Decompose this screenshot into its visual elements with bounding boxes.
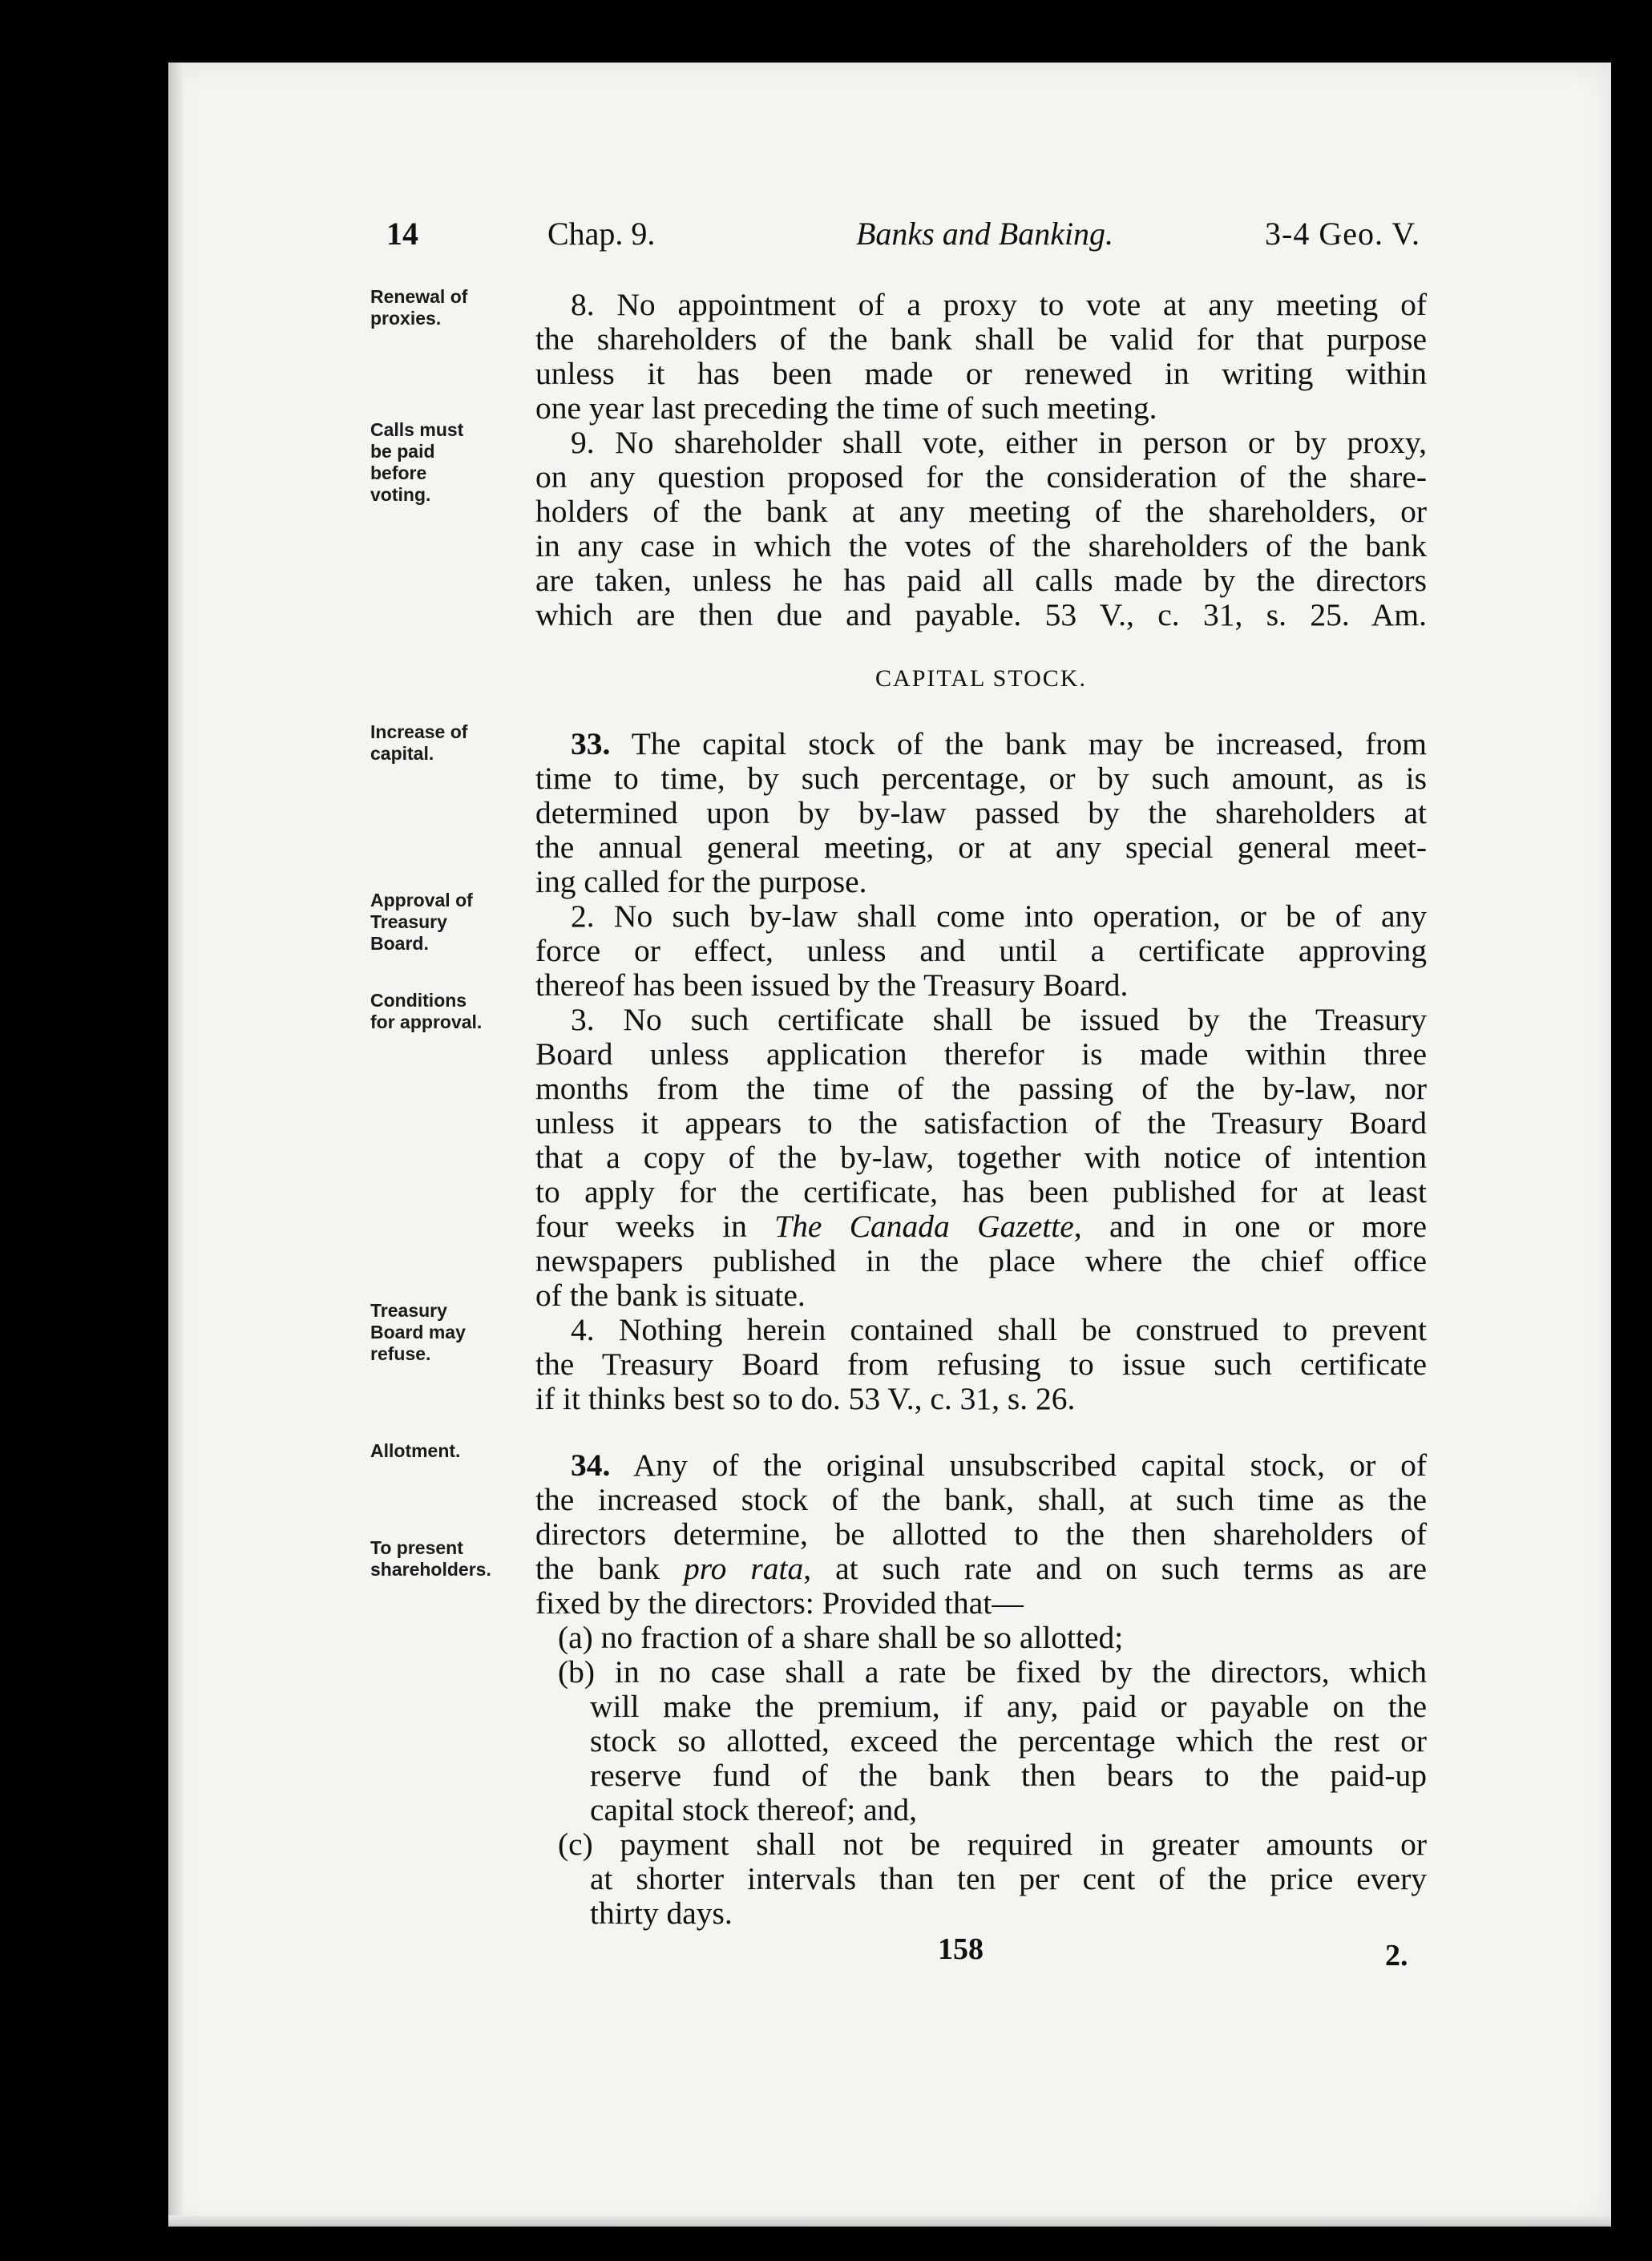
text-line: if it thinks best so to do. 53 V., c. 31, s. 26. bbox=[535, 1381, 1076, 1416]
text-line: on any question proposed for the consideration of the share- bbox=[535, 459, 1427, 495]
text-line: newspapers published in the place where the chief office bbox=[535, 1243, 1427, 1278]
text-line: 4. Nothing herein contained shall be construed to prevent bbox=[571, 1312, 1427, 1347]
running-title: Banks and Banking. bbox=[856, 216, 1114, 252]
text-line bbox=[571, 1447, 1427, 1483]
text-line: 3. No such certificate shall be issued by the Treasury bbox=[571, 1002, 1427, 1037]
text-line: that a copy of the by-law, together with notice of intention bbox=[535, 1140, 1427, 1175]
sidenote-treasury-refuse: Treasury Board may refuse. bbox=[370, 1300, 466, 1364]
clause-a: (a) no fraction of a share shall be so allotted; bbox=[558, 1620, 1124, 1655]
sidenote-calls: Calls must be paid before voting. bbox=[370, 419, 464, 505]
text-line: 2. No such by-law shall come into operation, or be of any bbox=[571, 898, 1427, 934]
reign-label: 3-4 Geo. V. bbox=[1265, 216, 1420, 252]
text-line: at shorter intervals than ten per cent of the price every bbox=[590, 1861, 1427, 1896]
text-line: force or effect, unless and until a certificate approving bbox=[535, 933, 1427, 968]
text-span: , at such rate and on such terms as are bbox=[803, 1551, 1427, 1586]
sidenote-renewal: Renewal of proxies. bbox=[370, 286, 468, 329]
text-line: will make the premium, if any, paid or payable on the bbox=[590, 1689, 1427, 1724]
text-line: months from the time of the passing of the by-law, nor bbox=[535, 1071, 1427, 1106]
text-line: thereof has been issued by the Treasury Board. bbox=[535, 967, 1129, 1003]
text-line bbox=[535, 1209, 1427, 1244]
signature-mark: 2. bbox=[1385, 1939, 1408, 1972]
section-heading: CAPITAL STOCK. bbox=[875, 665, 1087, 692]
sidenote-approval: Approval of Treasury Board. bbox=[370, 890, 473, 954]
text-line: directors determine, be allotted to the then shareholders of bbox=[535, 1516, 1427, 1552]
text-line: the Treasury Board from refusing to issue such certificate bbox=[535, 1347, 1427, 1382]
text-line: the annual general meeting, or at any special general meet- bbox=[535, 830, 1427, 865]
text-span: the bank bbox=[535, 1551, 685, 1586]
text-line: are taken, unless he has paid all calls made by the directors bbox=[535, 563, 1427, 598]
clause-b: (b) in no case shall a rate be fixed by the directors, which bbox=[558, 1654, 1427, 1690]
text-line: which are then due and payable. 53 V., c. 31, s. 25. Am. bbox=[535, 597, 1427, 632]
text-line: the shareholders of the bank shall be valid for that purpose bbox=[535, 321, 1427, 357]
text-line: in any case in which the votes of the shareholders of the bank bbox=[535, 528, 1427, 563]
footer-page-number: 158 bbox=[938, 1932, 984, 1966]
text-line: unless it appears to the satisfaction of the Treasury Board bbox=[535, 1105, 1427, 1141]
text-line bbox=[535, 1551, 1427, 1586]
page-number: 14 bbox=[386, 216, 418, 252]
text-line: unless it has been made or renewed in writing within bbox=[535, 356, 1427, 391]
clause-c: (c) payment shall not be required in greater amounts or bbox=[558, 1827, 1427, 1862]
text-span: Any of the original unsubscribed capital stock, or of bbox=[632, 1447, 1428, 1483]
text-line: ing called for the purpose. bbox=[535, 864, 867, 899]
text-line: 8. No appointment of a proxy to vote at any meeting of bbox=[571, 287, 1427, 322]
text-line: stock so allotted, exceed the percentage which the rest or bbox=[590, 1723, 1427, 1758]
text-span: four weeks in bbox=[535, 1209, 775, 1244]
gazette-title: The Canada Gazette bbox=[774, 1209, 1074, 1244]
sidenote-allotment: Allotment. bbox=[370, 1440, 461, 1461]
sidenote-to-present: To present shareholders. bbox=[370, 1537, 491, 1580]
text-span: The capital stock of the bank may be increased, from bbox=[631, 726, 1427, 761]
text-line: determined upon by by-law passed by the shareholders at bbox=[535, 795, 1427, 830]
sidenote-increase: Increase of capital. bbox=[370, 721, 468, 764]
text-line: 9. No shareholder shall vote, either in person or by proxy, bbox=[571, 425, 1427, 460]
text-line: of the bank is situate. bbox=[535, 1278, 806, 1313]
sidenote-conditions: Conditions for approval. bbox=[370, 990, 483, 1032]
latin-phrase: pro rata bbox=[684, 1551, 804, 1586]
text-line: to apply for the certificate, has been published for at least bbox=[535, 1174, 1427, 1209]
text-line: reserve fund of the bank then bears to the paid-up bbox=[590, 1758, 1427, 1793]
text-line: fixed by the directors: Provided that— bbox=[535, 1585, 1024, 1621]
text-line: holders of the bank at any meeting of the shareholders, or bbox=[535, 494, 1427, 529]
text-line: Board unless application therefor is made within three bbox=[535, 1036, 1427, 1072]
chapter-label: Chap. 9. bbox=[547, 216, 656, 252]
section-number: 33. bbox=[571, 726, 611, 761]
text-line: thirty days. bbox=[590, 1896, 733, 1931]
section-number: 34. bbox=[571, 1447, 611, 1483]
text-line: one year last preceding the time of such meeting. bbox=[535, 390, 1157, 426]
text-line: capital stock thereof; and, bbox=[590, 1792, 917, 1827]
text-line bbox=[571, 726, 1427, 761]
text-span: , and in one or more bbox=[1073, 1209, 1427, 1244]
text-line: time to time, by such percentage, or by such amount, as is bbox=[535, 761, 1427, 796]
text-line: the increased stock of the bank, shall, at such time as the bbox=[535, 1482, 1427, 1517]
